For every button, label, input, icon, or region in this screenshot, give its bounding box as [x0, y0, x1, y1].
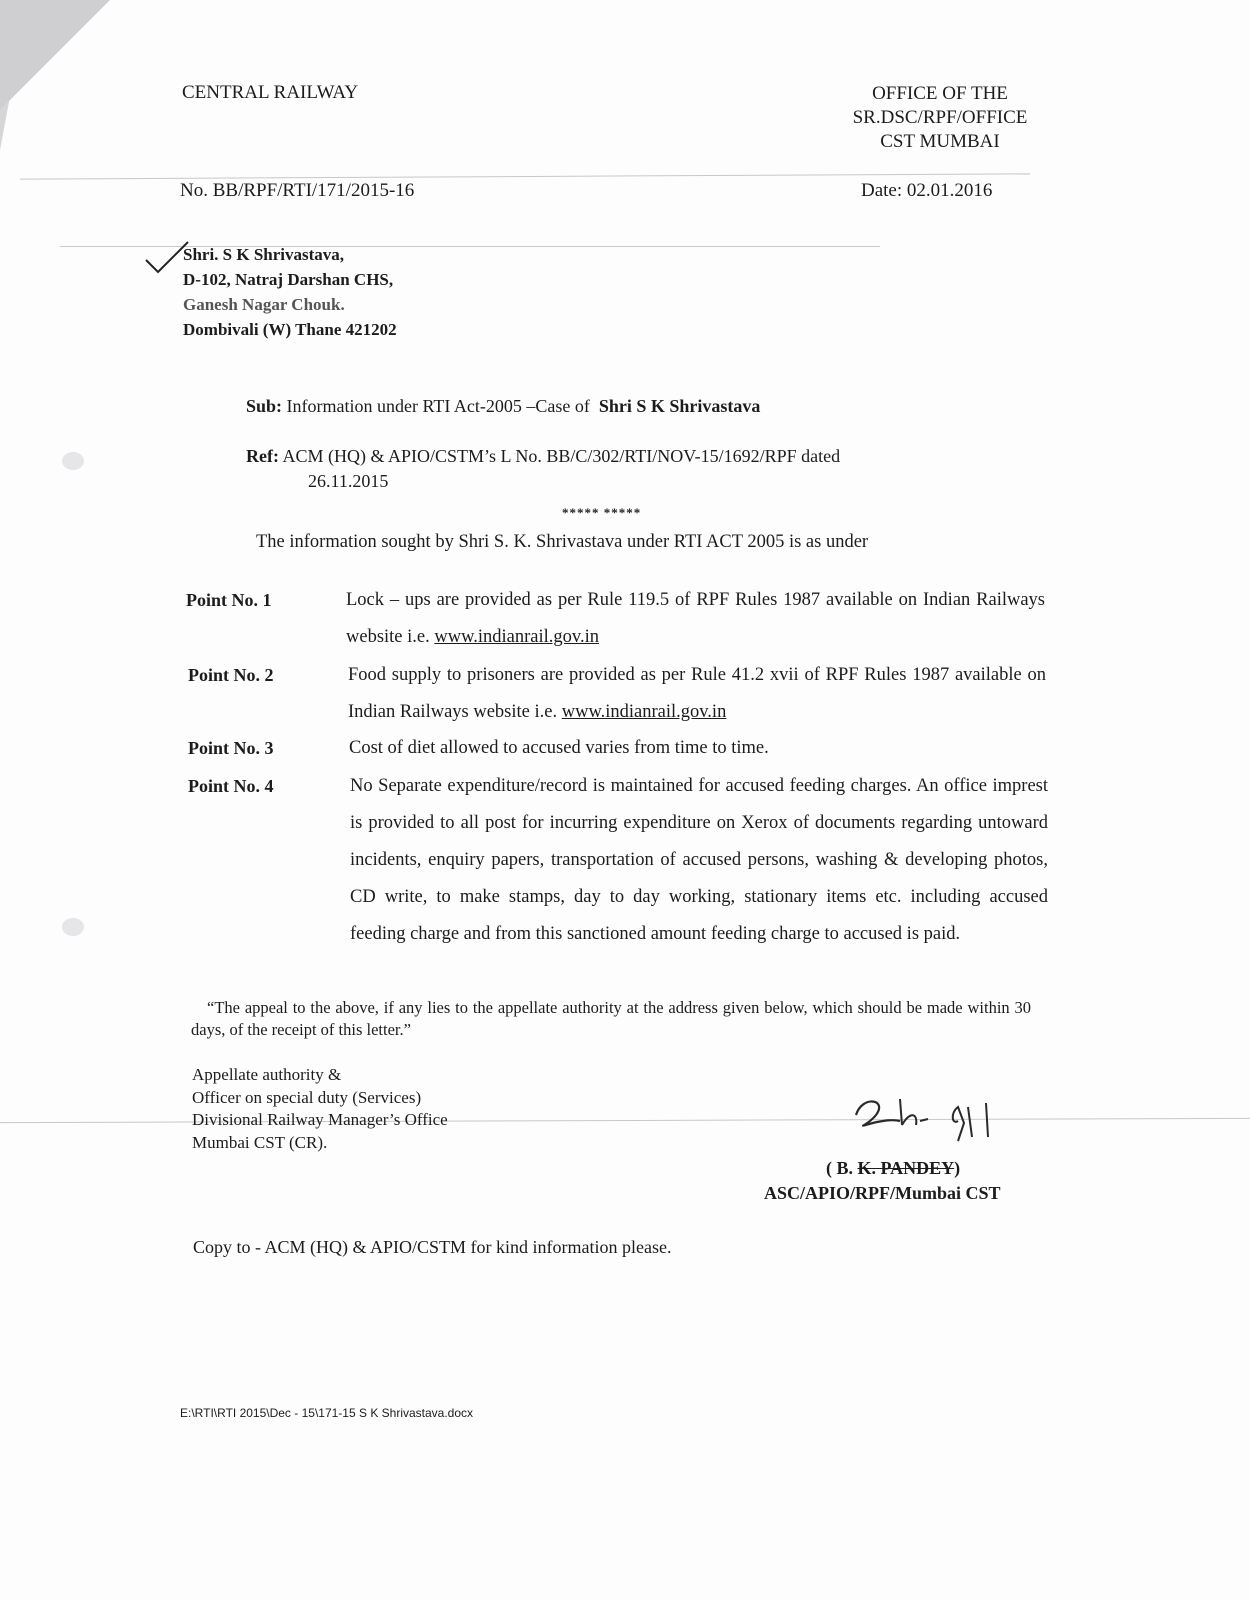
- appellate-line: Mumbai CST (CR).: [192, 1132, 328, 1152]
- signatory-suffix: ): [954, 1158, 961, 1178]
- point-body: No Separate expenditure/record is maintained for accused feeding charges. An office imprest is provided to all post for incurring expenditure on Xerox of documents regarding untoward incidents, enquiry papers, transportation of accused persons, washing & developing photos, CD write, to make stamps, day to day working, stationary items etc. including accused feeding charge and from this sanctioned amount feeding charge to accused is paid.: [350, 776, 1048, 944]
- folded-corner: [0, 0, 110, 110]
- signatory-designation: ASC/APIO/RPF/Mumbai CST: [764, 1183, 1001, 1203]
- appellate-line: Divisional Railway Manager’s Office: [192, 1110, 448, 1129]
- signatory-struck: K. PANDEY: [857, 1158, 955, 1178]
- point-body: Lock – ups are provided as per Rule 119.5 of RPF Rules 1987 available on Indian Railways website i.e.: [346, 590, 1045, 647]
- intro-text: The information sought by Shri S. K. Shrivastava under RTI ACT 2005 is as under: [256, 532, 869, 552]
- addressee-line: Ganesh Nagar Chouk.: [183, 295, 345, 314]
- signatory-name: [826, 1158, 960, 1179]
- subject-name: Shri S K Shrivastava: [598, 396, 761, 416]
- website-link[interactable]: www.indianrail.gov.in: [434, 627, 599, 647]
- point-text: [349, 730, 1047, 767]
- copy-to-line: Copy to - ACM (HQ) & APIO/CSTM for kind information please.: [193, 1237, 672, 1257]
- ref-date: 26.11.2015: [308, 471, 389, 491]
- point-text: [350, 768, 1048, 953]
- signature: [840, 1085, 1020, 1155]
- point-label: Point No. 3: [188, 738, 274, 758]
- reference-number: No. BB/RPF/RTI/171/2015-16: [180, 180, 415, 201]
- point-label: Point No. 2: [188, 665, 274, 685]
- point-label: Point No. 1: [186, 590, 272, 610]
- point-body: Food supply to prisoners are provided as per Rule 41.2 xvii of RPF Rules 1987 available on Indian Railways website i.e.: [348, 665, 1046, 722]
- date-label: Date:: [861, 180, 903, 201]
- point-body: Cost of diet allowed to accused varies from time to time.: [349, 738, 769, 758]
- office-line: OFFICE OF THE: [872, 83, 1008, 104]
- punch-hole: [62, 918, 84, 936]
- point-text: [346, 582, 1045, 656]
- ref-text: ACM (HQ) & APIO/CSTM’s L No. BB/C/302/RTI/NOV-15/1692/RPF dated: [282, 446, 841, 466]
- appellate-line: Appellate authority &: [192, 1065, 342, 1084]
- point-label: Point No. 4: [188, 776, 274, 796]
- website-link[interactable]: www.indianrail.gov.in: [561, 702, 727, 722]
- point-text: [348, 657, 1046, 731]
- subject-label: Sub:: [246, 396, 283, 416]
- addressee-block: [183, 242, 397, 342]
- date-value: 02.01.2016: [906, 180, 993, 201]
- ref-label: Ref:: [246, 446, 279, 466]
- ref-line: [246, 446, 840, 467]
- subject-text: Information under RTI Act-2005 –Case of: [286, 396, 590, 416]
- office-line: CST MUMBAI: [880, 131, 1000, 152]
- office-line: SR.DSC/RPF/OFFICE: [852, 107, 1028, 128]
- addressee-line: Dombivali (W) Thane 421202: [183, 320, 397, 339]
- scan-line: [20, 173, 1030, 179]
- appeal-notice: “The appeal to the above, if any lies to the appellate authority at the address given below, which should be made within 30 days, of the receipt of this letter.”: [191, 998, 1031, 1039]
- file-path: E:\RTI\RTI 2015\Dec - 15\171-15 S K Shrivastava.docx: [180, 1406, 474, 1420]
- signatory-prefix: ( B.: [826, 1158, 853, 1178]
- appellate-block: [192, 1064, 448, 1154]
- scan-line: [0, 1118, 1250, 1123]
- office-block: [830, 82, 1050, 154]
- appellate-line: Officer on special duty (Services): [192, 1087, 422, 1107]
- addressee-line: Shri. S K Shrivastava,: [183, 245, 345, 264]
- punch-hole: [62, 452, 84, 470]
- separator-stars: ***** *****: [562, 505, 642, 520]
- letter-date: [861, 180, 992, 202]
- addressee-line: D-102, Natraj Darshan CHS,: [183, 270, 394, 289]
- organization-name: CENTRAL RAILWAY: [182, 82, 359, 103]
- subject-line: [246, 396, 760, 417]
